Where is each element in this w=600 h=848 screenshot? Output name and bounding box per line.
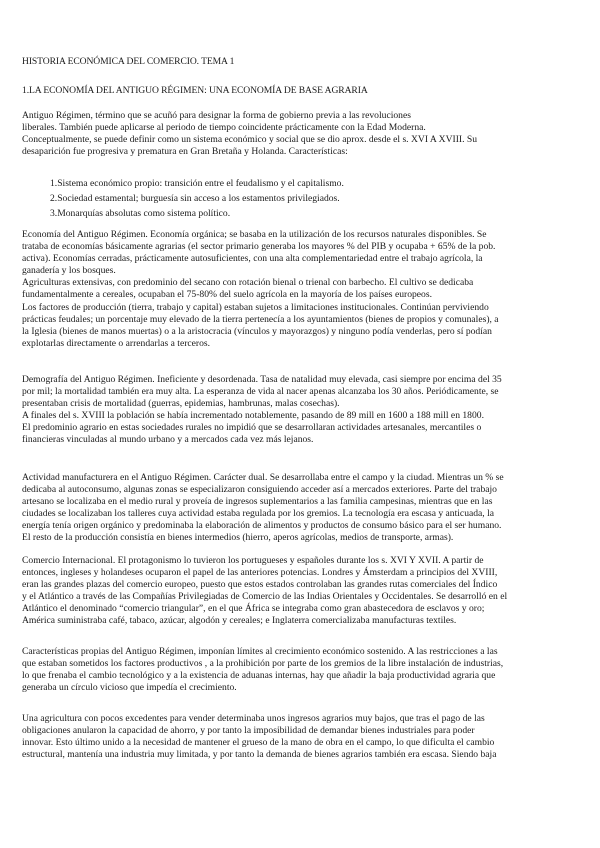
list-item: 1.Sistema económico propio: transición entre el feudalismo y el capitalismo. [50,178,344,189]
text-line: entonces, ingleses y holandeses ocuparon el papel de las anteriores potencias. Londres y Ámsterdam a principios del XVIII, [22,567,498,579]
text-line: Antiguo Régimen, término que se acuñó para designar la forma de gobierno previa a las revoluciones [22,110,411,121]
text-line: innovar. Esto último unido a la necesidad de mantener el grueso de la mano de obra en el campo, lo que dificulta el cambio [22,737,495,749]
text-line: explotarlas directamente o arrendarlas a terceros. [22,337,211,349]
text-line: estructural, mantenía una industria muy limitada, y por tanto la demanda de bienes agrarios también era escasa. Siendo baja [22,749,497,761]
text-line: Actividad manufacturera en el Antiguo Régimen. Carácter dual. Se desarrollaba entre el campo y la ciudad. Mientras un % se [22,472,504,483]
intro-paragraph [22,110,578,158]
text-line: El resto de la producción consistía en bienes intermedios (hierro, aperos agrícolas, medios de transporte, armas). [22,532,454,544]
text-line: trataba de economías básicamente agrarias (el sector primario generaba los mayores % del PIB y ocupaba + 65% de la pob. [22,241,496,253]
characteristics-list [50,176,344,221]
section-heading: 1.LA ECONOMÍA DEL ANTIGUO RÉGIMEN: UNA ECONOMÍA DE BASE AGRARIA [22,85,368,96]
text-line: financieras vinculadas al mundo urbano y a mercados cada vez más lejanos. [22,434,314,446]
text-line: dedicaba al autoconsumo, algunas zonas se especializaron consiguiendo acceder así a mercados exteriores. Parte del trabajo [22,484,497,496]
limits-paragraph [22,646,578,694]
text-line: y el Atlántico a través de las Compañías Privilegiadas de Comercio de las Indias Orientales y Occidentales. Se desarrolló en el [22,591,508,603]
text-line: fundamentalmente a cereales, ocupaban el 75-80% del suelo agrícola en la mayoría de los países europeos. [22,289,432,301]
text-line: activa). Economías cerradas, prácticamente autosuficientes, con una alta complementariedad entre el trabajo agrícola, la [22,253,483,265]
text-line: Atlántico el denominado “comercio triangular”, en el que África se integraba como gran abastecedora de esclavos y oro; [22,603,485,615]
text-line: Economía del Antiguo Régimen. Economía orgánica; se basaba en la utilización de los recursos naturales disponibles. Se [22,229,487,240]
text-line: Agriculturas extensivas, con predominio del secano con rotación bienal o trienal con barbecho. El cultivo se dedicaba [22,277,474,289]
text-line: Los factores de producción (tierra, trabajo y capital) estaban sujetos a limitaciones institucionales. Continúan perviviendo [22,301,489,313]
text-line: la Iglesia (bienes de manos muertas) o a la aristocracia (vínculos y mayorazgos) y ninguno podía venderlas, pero sí podían [22,325,492,337]
text-line: desaparición fue progresiva y prematura en Gran Bretaña y Holanda. Características: [22,146,348,158]
text-line: energía tenía origen orgánico y predominaba la elaboración de alimentos y productos de consumo básico para el ser humano. [22,520,502,532]
text-line: lo que frenaba el cambio tecnológico y a la existencia de aduanas internas, hay que añadir la baja productividad agraria que [22,670,496,682]
document-title: HISTORIA ECONÓMICA DEL COMERCIO. TEMA 1 [22,56,235,67]
text-line: ganadería y los bosques. [22,265,116,277]
agriculture-paragraph [22,713,578,761]
text-line: obligaciones anularon la capacidad de ahorro, y por tanto la imposibilidad de demandar bienes industriales para poder [22,725,475,737]
text-line: eran las grandes plazas del comercio europeo, puesto que estos estados controlaban las grandes rutas comerciales del Índico [22,579,498,591]
commerce-paragraph [22,555,578,628]
text-line: artesano se localizaba en el medio rural y proveía de ingresos suplementarios a las familia campesinas, mientras que en las [22,496,493,508]
text-line: liberales. También puede aplicarse al periodo de tiempo coincidente prácticamente con la Edad Moderna. [22,122,426,134]
economy-paragraph [22,229,578,350]
list-item: 3.Monarquías absolutas como sistema político. [50,208,231,219]
text-line: Características propias del Antiguo Régimen, imponían límites al crecimiento económico sostenido. A las restricciones a las [22,646,498,657]
list-item: 2.Sociedad estamental; burguesía sin acceso a los estamentos privilegiados. [50,193,340,204]
manufacturing-paragraph [22,472,578,545]
text-line: ciudades se localizaban los talleres cuya actividad estaba regulada por los gremios. La tecnología era escasa y anticuada, la [22,508,495,520]
text-line: A finales del s. XVIII la población se había incrementado notablemente, pasando de 89 mill en 1600 a 188 mill en 1800. [22,410,484,422]
text-line: El predominio agrario en estas sociedades rurales no impidió que se desarrollaran actividades artesanales, mercantiles o [22,422,482,434]
text-line: Una agricultura con pocos excedentes para vender determinaba unos ingresos agrarios muy bajos, que tras el pago de las [22,713,485,724]
text-line: Conceptualmente, se puede definir como un sistema económico y social que se dio aprox. desde el s. XVI A XVIII. Su [22,134,478,146]
text-line: América suministraba café, tabaco, azúcar, algodón y cereales; e Inglaterra comercializaba manufacturas textiles. [22,615,457,627]
text-line: que estaban sometidos los factores productivos , a la prohibición por parte de los gremios de la libre instalación de industrias, [22,658,504,670]
text-line: generaba un círculo vicioso que impedía el crecimiento. [22,682,237,694]
text-line: por mil; la mortalidad también era muy alta. La esperanza de vida al nacer apenas alcanzaba los 30 años. Periódicamente, se [22,386,499,398]
text-line: Demografía del Antiguo Régimen. Ineficiente y desordenada. Tasa de natalidad muy elevada, casi siempre por encima del 35 [22,374,502,385]
text-line: presentaban crisis de mortalidad (guerras, epidemias, hambrunas, malas cosechas). [22,398,340,410]
text-line: Comercio Internacional. El protagonismo lo tuvieron los portugueses y españoles durante los s. XVI Y XVII. A partir de [22,555,484,566]
text-line: prácticas feudales; un porcentaje muy elevado de la tierra pertenecía a los ayuntamientos (bienes de propios y comunales), a [22,313,499,325]
demography-paragraph [22,374,578,447]
